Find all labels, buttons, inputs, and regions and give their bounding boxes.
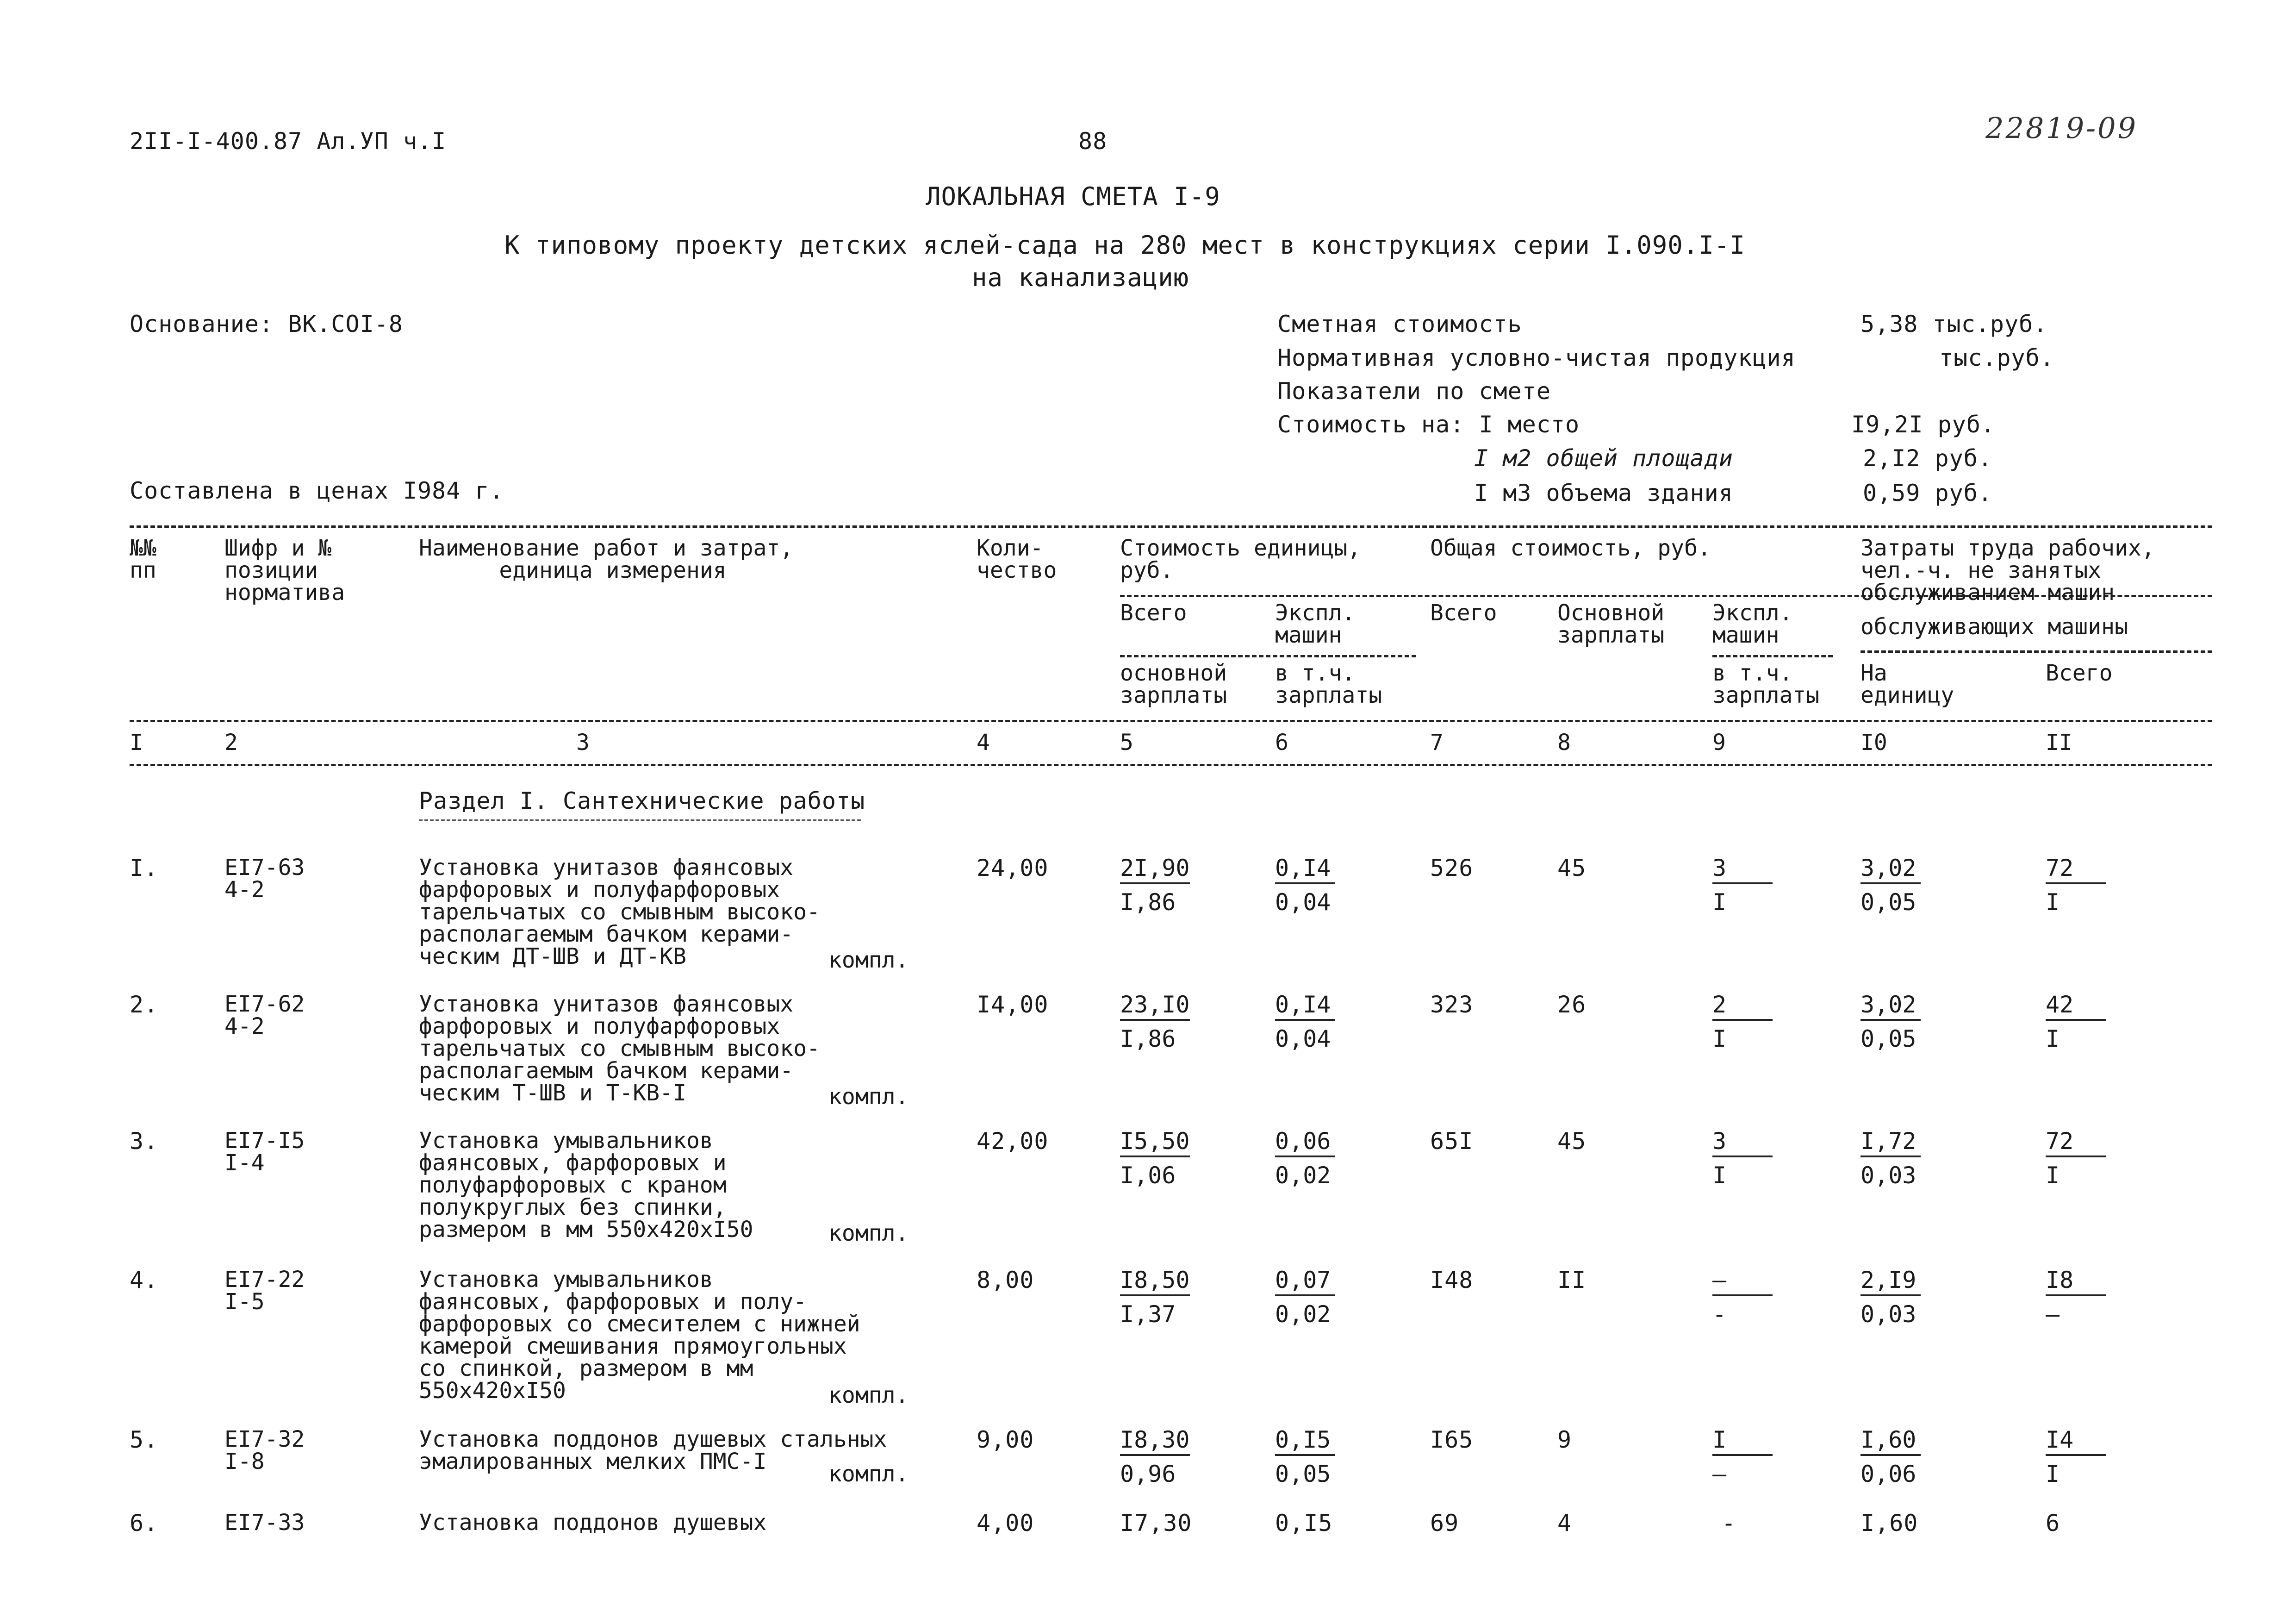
header-labor: Затраты труда рабочих, чел.-ч. не занятых обслуживанием машин [1860,535,2155,606]
column-number-2: 2 [224,730,238,756]
row-quantity: 4,00 [977,1510,1034,1537]
row-unit-cost: I7,30 [1120,1510,1192,1537]
row-total-machines [1712,993,1773,1050]
header-total-machines: Экспл. машин [1712,600,1793,648]
row-total-all: I65 [1430,1426,1474,1453]
header-unit-total-wage: основной зарплаты [1120,660,1227,708]
unit-machines-total: 0,06 [1275,1130,1335,1157]
summary-per-m2-value: 2,I2 руб. [1863,445,1992,472]
header-unit-machines-wage: в т.ч. зарплаты [1275,660,1382,708]
row-total-wage: 4 [1557,1510,1572,1537]
labor-total: 72 [2046,856,2106,884]
header-unit-machines: Экспл. машин [1275,600,1356,648]
row-labor-total [2046,1428,2106,1486]
unit-machines-wage: 0,04 [1275,1025,1331,1052]
row-name: Установка умывальников фаянсовых, фарфоровых и полуфарфоровых с краном полукруглых без спинки, размером в мм 550х420хI50 [419,1128,753,1243]
unit-cost-total: I8,50 [1120,1268,1190,1296]
row-unit-machines [1275,1268,1335,1326]
row-total-all: 323 [1430,991,1474,1018]
row-labor-per-unit [1860,1130,1921,1187]
column-numbers-rule [130,764,2212,766]
row-labor-total [2046,1130,2106,1187]
row-code: ЕI7-22 I-5 [224,1267,305,1315]
row-total-wage: 45 [1557,855,1587,881]
row-number: 5. [130,1426,159,1453]
column-number-5: 5 [1120,730,1133,756]
unit-cost-wage: I,86 [1120,889,1176,916]
row-labor-total [2046,993,2106,1050]
row-unit-machines [1275,993,1335,1050]
row-unit: компл. [828,1084,909,1110]
row-total-machines [1712,1428,1773,1486]
column-number-6: 6 [1275,730,1288,756]
row-total-wage: 26 [1557,991,1587,1018]
header-total-wage: Основной зарплаты [1557,600,1665,648]
row-quantity: 8,00 [977,1267,1034,1293]
column-number-11: II [2046,730,2072,756]
estimate-subtitle-line1: К типовому проекту детских яслей-сада на 280 мест в конструкциях серии I.090.I-I [504,231,1745,260]
summary-estimated-cost-label: Сметная стоимость [1277,311,1522,337]
unit-machines-wage: 0,05 [1275,1461,1331,1487]
row-total-wage: II [1557,1267,1587,1293]
document-code: 2II-I-400.87 Ал.УП ч.I [130,128,447,155]
row-name: Установка унитазов фаянсовых фарфоровых и полуфарфоровых тарельчатых со смывным высоко- располагаемым бачком керами- ческим Т-ШВ и Т-КВ-I [419,991,820,1106]
unit-machines-total: 0,I4 [1275,856,1335,884]
total-machines: 3 [1712,856,1773,884]
column-number-1: I [130,730,143,756]
row-name: Установка умывальников фаянсовых, фарфоровых и полу- фарфоровых со смесителем с нижней камерой смешивания прямоугольных со спинкой, размером в мм 550х420хI50 [419,1267,860,1404]
unit-cost-wage: I,37 [1120,1301,1176,1328]
row-labor-total [2046,856,2106,914]
labor-per-unit: 3,02 [1860,856,1921,884]
row-labor-total [2046,1268,2106,1326]
section-title-underline [419,819,861,821]
column-number-7: 7 [1430,730,1444,756]
unit-machines-wage: 0,02 [1275,1301,1331,1328]
row-unit: компл. [828,947,909,973]
row-unit-cost [1120,1130,1190,1187]
row-code: ЕI7-I5 I-4 [224,1128,305,1176]
row-unit: компл. [828,1461,909,1487]
page-number: 88 [1078,128,1108,155]
row-unit-machines: 0,I5 [1275,1510,1333,1537]
row-unit-machines [1275,856,1335,914]
column-number-10: I0 [1860,730,1887,756]
row-labor-per-unit [1860,993,1921,1050]
column-number-4: 4 [977,730,990,756]
header-col-name: Наименование работ и затрат, единица измерения [419,535,794,583]
unit-machines-wage: 0,02 [1275,1162,1331,1189]
row-name: Установка поддонов душевых [419,1510,767,1536]
row-quantity: 42,00 [977,1128,1049,1155]
unit-cost-total: 2I,90 [1120,856,1190,884]
row-number: I. [130,855,159,881]
row-quantity: I4,00 [977,991,1049,1018]
labor-total: I8 [2046,1268,2106,1296]
summary-normative-value: тыс.руб. [1939,344,2054,371]
header-total-all: Всего [1430,600,1497,626]
row-unit-machines [1275,1428,1335,1486]
unit-cost-wage: 0,96 [1120,1461,1176,1487]
total-machines: – [1712,1268,1773,1296]
row-number: 4. [130,1267,159,1293]
header-subrule-unit [1120,655,1416,657]
header-bottom-rule [130,720,2212,722]
labor-machines-per-unit: 0,05 [1860,889,1916,916]
header-labor-machines: обслуживающих машины [1860,614,2128,640]
estimate-title: ЛОКАЛЬНАЯ СМЕТА I-9 [926,182,1220,211]
estimate-basis: Основание: ВК.СОI-8 [130,311,403,337]
unit-machines-total: 0,07 [1275,1268,1335,1296]
column-number-3: 3 [576,730,590,756]
total-machines-wage: - [1712,1301,1727,1328]
labor-machines-per-unit: 0,05 [1860,1025,1916,1052]
unit-cost-total: 23,I0 [1120,993,1190,1021]
row-labor-per-unit [1860,1268,1921,1326]
row-code: ЕI7-63 4-2 [224,855,305,903]
row-unit-cost [1120,993,1190,1050]
row-unit-cost [1120,856,1190,914]
header-unit-cost: Стоимость единицы, руб. [1120,535,1361,583]
total-machines: 3 [1712,1130,1773,1157]
header-unit-total: Всего [1120,600,1187,626]
unit-cost-total: I8,30 [1120,1428,1190,1456]
column-number-8: 8 [1557,730,1571,756]
total-machines-wage: I [1712,889,1727,916]
summary-per-m3-label: I м3 объема здания [1474,480,1733,506]
row-total-machines [1712,856,1773,914]
row-total-all: 65I [1430,1128,1474,1155]
row-number: 6. [130,1510,159,1537]
labor-machines-total: I [2046,889,2060,916]
row-unit-cost [1120,1428,1190,1486]
total-machines-wage: I [1712,1025,1727,1052]
summary-per-m2-label: I м2 общей площади [1474,445,1733,472]
row-code: ЕI7-33 [224,1510,305,1536]
labor-per-unit: 3,02 [1860,993,1921,1021]
labor-machines-total: – [2046,1301,2060,1328]
section-title: Раздел I. Сантехнические работы [419,787,865,814]
labor-per-unit: I,72 [1860,1130,1921,1157]
estimate-subtitle-line2: на канализацию [972,263,1189,292]
row-labor-total: 6 [2046,1510,2060,1537]
header-col-quantity: Коли- чество [977,535,1057,583]
price-year: Составлена в ценах I984 г. [130,477,504,504]
unit-machines-total: 0,I4 [1275,993,1335,1021]
row-total-machines: - [1722,1510,1736,1537]
header-total-machines-wage: в т.ч. зарплаты [1712,660,1820,708]
row-unit-cost [1120,1268,1190,1326]
header-subrule-labor [1860,650,2212,653]
row-code: ЕI7-62 4-2 [224,991,305,1039]
total-machines-wage: – [1712,1461,1727,1487]
labor-per-unit: I,60 [1860,1428,1921,1456]
total-machines: I [1712,1428,1773,1456]
row-total-machines [1712,1268,1773,1326]
labor-machines-total: I [2046,1025,2060,1052]
row-unit-machines [1275,1130,1335,1187]
row-total-all: I48 [1430,1267,1474,1293]
row-total-wage: 9 [1557,1426,1572,1453]
labor-total: 72 [2046,1130,2106,1157]
labor-machines-per-unit: 0,03 [1860,1162,1916,1189]
labor-machines-per-unit: 0,06 [1860,1461,1916,1487]
unit-cost-total: I5,50 [1120,1130,1190,1157]
row-total-all: 69 [1430,1510,1459,1537]
labor-machines-total: I [2046,1461,2060,1487]
row-total-machines [1712,1130,1773,1187]
row-labor-per-unit: I,60 [1860,1510,1918,1537]
summary-per-m3-value: 0,59 руб. [1863,480,1992,506]
column-number-9: 9 [1712,730,1726,756]
row-quantity: 24,00 [977,855,1049,881]
row-labor-per-unit [1860,1428,1921,1486]
row-name: Установка поддонов душевых стальных эмалированных мелких ПМС-I [419,1426,887,1474]
summary-cost-per-place-value: I9,2I руб. [1851,411,1996,438]
row-total-wage: 45 [1557,1128,1587,1155]
row-unit: компл. [828,1220,909,1246]
summary-indicators-label: Показатели по смете [1277,378,1551,405]
row-labor-per-unit [1860,856,1921,914]
summary-estimated-cost-value: 5,38 тыс.руб. [1860,311,2048,337]
labor-machines-total: I [2046,1162,2060,1189]
header-col-number: №№ пп [130,535,156,583]
labor-machines-per-unit: 0,03 [1860,1301,1916,1328]
handwritten-stamp-number: 22819-09 [1985,111,2138,145]
labor-total: 42 [2046,993,2106,1021]
unit-machines-wage: 0,04 [1275,889,1331,916]
header-subrule-mach [1712,655,1833,657]
header-labor-per-unit: На единицу [1860,660,1954,708]
unit-cost-wage: I,86 [1120,1025,1176,1052]
labor-per-unit: 2,I9 [1860,1268,1921,1296]
unit-cost-wage: I,06 [1120,1162,1176,1189]
summary-cost-per-place-label: Стоимость на: I место [1277,411,1580,438]
labor-total: I4 [2046,1428,2106,1456]
row-total-all: 526 [1430,855,1474,881]
table-top-rule [130,525,2212,528]
summary-normative-label: Нормативная условно-чистая продукция [1277,344,1796,371]
header-total-cost: Общая стоимость, руб. [1430,535,1711,561]
header-labor-total: Всего [2046,660,2113,686]
row-number: 2. [130,991,159,1018]
row-code: ЕI7-32 I-8 [224,1426,305,1474]
total-machines-wage: I [1712,1162,1727,1189]
row-unit: компл. [828,1382,909,1408]
row-quantity: 9,00 [977,1426,1034,1453]
header-col-code: Шифр и № позиции норматива [224,535,345,606]
unit-machines-total: 0,I5 [1275,1428,1335,1456]
row-number: 3. [130,1128,159,1155]
row-name: Установка унитазов фаянсовых фарфоровых и полуфарфоровых тарельчатых со смывным высоко- располагаемым бачком керами- ческим ДТ-ШВ и ДТ-КВ [419,855,820,969]
total-machines: 2 [1712,993,1773,1021]
